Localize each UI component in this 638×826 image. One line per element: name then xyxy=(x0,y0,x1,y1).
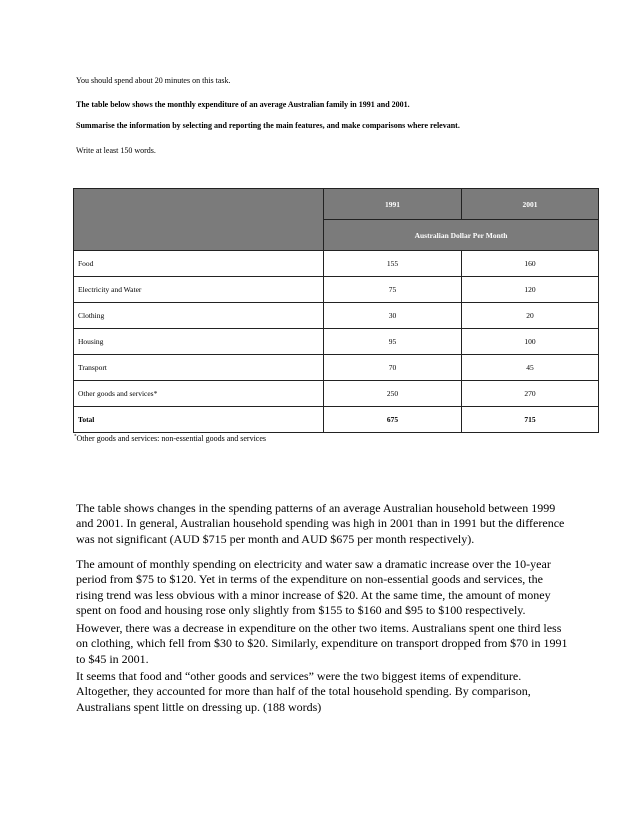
row-label: Housing xyxy=(74,329,324,355)
header-blank-cell xyxy=(74,189,324,251)
value-2001: 20 xyxy=(462,303,599,329)
row-label: Transport xyxy=(74,355,324,381)
header-year-2001: 2001 xyxy=(462,189,599,220)
value-2001: 100 xyxy=(462,329,599,355)
footnote-text: Other goods and services: non-essential goods and services xyxy=(76,434,267,443)
essay-paragraph-3: However, there was a decrease in expenditure on the other two items. Australians spent one third less on clothing, which fell from $30 to $20. Similarly, expenditure on transport dropped from $70 in 1991 to $45 in 2001. xyxy=(76,621,568,666)
table-total-row xyxy=(74,407,599,433)
value-1991: 155 xyxy=(324,251,462,277)
essay-paragraph-1: The table shows changes in the spending patterns of an average Australian household between 1999 and 2001. In general, Australian household spending was high in 2001 than in 1991 but the difference was not significant (AUD $715 per month and AUD $675 per month respectively). xyxy=(76,501,565,546)
time-instruction: You should spend about 20 minutes on this task. xyxy=(76,76,231,85)
header-year-1991: 1991 xyxy=(324,189,462,220)
essay-paragraph-4: It seems that food and “other goods and services” were the two biggest items of expenditure. Altogether, they accounted for more than half of the total household spending. By comparison, Australians spent little on dressing up. (188 words) xyxy=(76,669,531,714)
table-row xyxy=(74,251,599,277)
footnote-marker: * xyxy=(74,434,77,440)
row-label: Electricity and Water xyxy=(74,277,324,303)
table-row xyxy=(74,355,599,381)
total-2001: 715 xyxy=(462,407,599,433)
value-1991: 30 xyxy=(324,303,462,329)
table-row xyxy=(74,303,599,329)
word-count-instruction: Write at least 150 words. xyxy=(76,146,156,155)
table-row xyxy=(74,381,599,407)
task-prompt: The table below shows the monthly expenditure of an average Australian family in 1991 and 2001. xyxy=(76,100,410,109)
table-row xyxy=(74,277,599,303)
header-unit: Australian Dollar Per Month xyxy=(324,220,599,251)
value-2001: 45 xyxy=(462,355,599,381)
task-instruction: Summarise the information by selecting and reporting the main features, and make comparisons where relevant. xyxy=(76,121,460,130)
value-1991: 250 xyxy=(324,381,462,407)
table-header-row xyxy=(74,189,599,220)
table-row xyxy=(74,329,599,355)
row-label: Clothing xyxy=(74,303,324,329)
row-label: Food xyxy=(74,251,324,277)
total-1991: 675 xyxy=(324,407,462,433)
value-1991: 75 xyxy=(324,277,462,303)
row-label: Other goods and services* xyxy=(74,381,324,407)
value-2001: 160 xyxy=(462,251,599,277)
value-1991: 95 xyxy=(324,329,462,355)
table-footnote xyxy=(74,434,266,443)
total-label: Total xyxy=(74,407,324,433)
expenditure-table xyxy=(73,188,599,433)
value-2001: 120 xyxy=(462,277,599,303)
value-1991: 70 xyxy=(324,355,462,381)
essay-paragraph-2: The amount of monthly spending on electricity and water saw a dramatic increase over the 10-year period from $75 to $120. Yet in terms of the expenditure on non-essential goods and services, the rising trend was less obvious with a minor increase of $20. At the same time, the amount of money spent on food and housing rose only slightly from $155 to $160 and $95 to $100 respectively. xyxy=(76,557,551,617)
value-2001: 270 xyxy=(462,381,599,407)
